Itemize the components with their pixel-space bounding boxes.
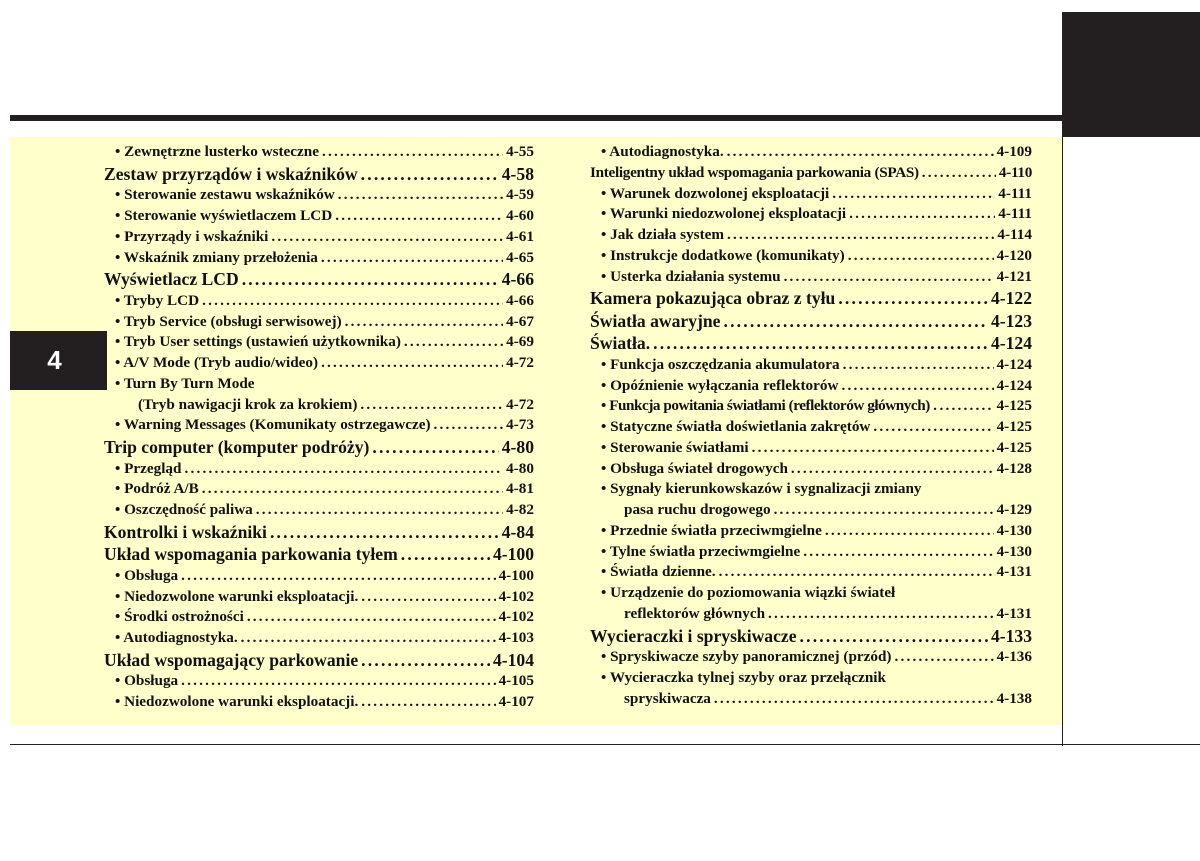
toc-entry-continued[interactable]: • Wycieraczka tylnej szyby oraz przełącznik	[601, 668, 886, 686]
dot-leader	[768, 604, 994, 625]
entry-page-number: 4-104	[492, 649, 534, 670]
toc-subentry[interactable]	[104, 692, 534, 713]
entry-title: Światła awaryjne	[590, 310, 721, 331]
toc-subentry[interactable]	[104, 142, 534, 163]
entry-page-number: 4-67	[506, 312, 534, 330]
toc-section-entry[interactable]	[104, 649, 534, 672]
entry-page-number: 4-138	[996, 689, 1032, 707]
toc-column-left	[104, 142, 534, 713]
dot-leader	[202, 479, 503, 500]
entry-page-number: 4-72	[506, 395, 534, 413]
entry-page-number: 4-80	[501, 437, 534, 457]
toc-subentry[interactable]	[590, 142, 1032, 163]
entry-title: • Funkcja powitania światłami (reflektorów głównych) .	[601, 397, 937, 415]
dot-leader	[838, 287, 988, 310]
entry-title: • Obsługa	[115, 566, 179, 584]
toc-section-entry[interactable]	[104, 268, 534, 291]
entry-title: • Środki ostrożności	[115, 608, 244, 626]
toc-subentry[interactable]	[590, 355, 1032, 376]
entry-title: • Niedozwolone warunki eksploatacji.	[115, 587, 359, 605]
entry-title: spryskiwacza	[624, 689, 711, 707]
toc-subentry[interactable]	[590, 184, 1032, 205]
entry-title: • Usterka działania systemu	[601, 267, 781, 285]
bottom-rule	[10, 744, 1200, 745]
entry-page-number: 4-59	[506, 186, 534, 204]
toc-subentry[interactable]	[590, 246, 1032, 267]
entry-title: • Niedozwolone warunki eksploatacji.	[115, 693, 359, 710]
entry-title: • Wskaźnik zmiany przełożenia	[115, 248, 318, 266]
toc-subentry[interactable]	[104, 291, 534, 312]
entry-title: • Opóźnienie wyłączania reflektorów	[601, 376, 839, 394]
entry-title: • Sterowanie wyświetlaczem LCD	[115, 207, 333, 224]
entry-title: • Oszczędność paliwa	[115, 501, 253, 518]
entry-title: • Autodiagnostyka.	[601, 143, 724, 160]
toc-subentry[interactable]	[590, 225, 1032, 246]
entry-title: Wyświetlacz LCD	[104, 269, 239, 290]
entry-page-number: 4-129	[996, 501, 1032, 518]
toc-column-right	[590, 142, 1032, 709]
toc-subentry[interactable]	[104, 415, 534, 436]
toc-subentry[interactable]	[590, 438, 1032, 459]
entry-page-number: 4-58	[501, 163, 534, 184]
entry-page-number: 4-124	[996, 355, 1032, 373]
dot-leader	[784, 267, 994, 288]
entry-page-number: 4-124	[990, 333, 1032, 354]
entry-title: Inteligentny układ wspomagania parkowania (SPAS)	[590, 163, 919, 181]
dot-leader	[321, 248, 503, 269]
toc-subentry[interactable]	[590, 396, 1032, 417]
toc-subentry[interactable]	[104, 566, 534, 587]
entry-page-number: 4-102	[498, 608, 534, 626]
toc-subentry[interactable]	[590, 500, 1032, 521]
toc-subentry[interactable]	[104, 500, 534, 521]
entry-title: • Przednie światła przeciwmgielne	[601, 521, 822, 539]
toc-subentry[interactable]	[104, 587, 534, 608]
entry-page-number: 4-66	[506, 291, 534, 309]
entry-page-number: 4-80	[506, 459, 534, 477]
entry-page-number: 4-100	[492, 544, 534, 565]
entry-title: • Tryby LCD	[115, 291, 200, 309]
entry-title: • A/V Mode (Tryb audio/wideo)	[115, 354, 319, 371]
entry-title: • Obsługa świateł drogowych	[601, 459, 788, 477]
entry-page-number: 4-72	[506, 354, 534, 371]
entry-page-number: 4-66	[501, 269, 534, 290]
dot-leader	[719, 562, 994, 583]
dot-leader	[361, 163, 499, 186]
toc-subentry[interactable]	[104, 248, 534, 269]
entry-title: • Autodiagnostyka.	[115, 629, 238, 646]
toc-section-entry[interactable]	[104, 163, 534, 186]
toc-section-entry[interactable]	[104, 436, 534, 459]
dot-leader	[361, 587, 495, 608]
entry-page-number: 4-100	[498, 566, 534, 584]
entry-page-number: 4-102	[498, 587, 534, 605]
toc-entry-continued[interactable]: • Sygnały kierunkowskazów i sygnalizacji zmiany	[601, 480, 922, 498]
entry-page-number: 4-73	[506, 416, 534, 434]
toc-subentry[interactable]	[590, 647, 1032, 668]
dot-leader	[873, 417, 993, 438]
entry-title: • Spryskiwacze szyby panoramicznej (przód)	[601, 648, 892, 665]
entry-title: • Tylne światła przeciwmgielne	[601, 542, 801, 560]
dot-leader	[338, 185, 503, 206]
toc-section-entry[interactable]	[590, 310, 1032, 333]
entry-title: • Instrukcje dodatkowe (komunikaty)	[601, 246, 845, 264]
dot-leader	[922, 163, 996, 184]
top-rule	[10, 115, 1200, 121]
dot-leader	[361, 649, 490, 672]
chapter-number: 4	[47, 345, 62, 375]
entry-title: Zestaw przyrządów i wskaźników	[104, 163, 358, 184]
toc-subentry[interactable]	[104, 607, 534, 628]
entry-title: • Funkcja oszczędzania akumulatora	[601, 355, 840, 373]
entry-title: Układ wspomagania parkowania tyłem	[104, 544, 398, 565]
dot-leader	[752, 438, 994, 459]
entry-title: Trip computer (komputer podróży)	[104, 437, 370, 457]
entry-page-number: 4-103	[498, 629, 534, 646]
side-rule	[1062, 137, 1063, 746]
entry-page-number: 4-130	[996, 521, 1032, 539]
entry-page-number: 4-125	[996, 418, 1032, 435]
toc-subentry[interactable]	[104, 185, 534, 206]
dot-leader	[848, 246, 994, 267]
toc-subentry[interactable]	[104, 227, 534, 248]
dot-leader	[361, 692, 495, 713]
entry-title: Kamera pokazująca obraz z tyłu	[590, 288, 836, 309]
dot-leader	[727, 225, 994, 246]
dot-leader	[791, 459, 994, 480]
dot-leader	[404, 332, 503, 353]
entry-page-number: 4-81	[506, 480, 534, 498]
toc-subentry[interactable]	[104, 671, 534, 692]
entry-title: • Tryb User settings (ustawień użytkownika)	[115, 333, 401, 351]
dot-leader	[271, 227, 503, 248]
chapter-tab[interactable]	[10, 331, 107, 390]
entry-page-number: 4-120	[996, 246, 1032, 264]
entry-title: • Przyrządy i wskaźniki	[115, 227, 269, 245]
entry-title: Światła.	[590, 333, 651, 354]
entry-page-number: 4-122	[990, 288, 1032, 309]
toc-subentry[interactable]	[104, 206, 534, 227]
entry-title: Kontrolki i wskaźniki	[104, 521, 267, 542]
entry-title: • Sterowanie światłami	[601, 438, 749, 456]
entry-title: Wycieraczki i spryskiwacze	[590, 625, 797, 646]
dot-leader	[184, 459, 503, 480]
toc-entry-continued[interactable]: • Turn By Turn Mode	[115, 374, 255, 392]
toc-subentry[interactable]	[590, 562, 1032, 583]
dot-leader	[653, 332, 988, 355]
toc-subentry[interactable]	[104, 332, 534, 353]
toc-subentry[interactable]	[590, 604, 1032, 625]
dot-leader	[270, 521, 499, 544]
dot-leader	[940, 396, 994, 417]
dot-leader	[894, 647, 993, 668]
toc-subentry[interactable]	[104, 628, 534, 649]
dot-leader	[321, 353, 503, 374]
entry-page-number: 4-105	[498, 672, 534, 690]
dot-leader	[247, 607, 496, 628]
entry-title: reflektorów głównych	[624, 604, 766, 622]
dot-leader	[832, 184, 995, 205]
dot-leader	[345, 312, 504, 333]
entry-page-number: 4-60	[506, 207, 534, 224]
dot-leader	[372, 436, 498, 459]
dot-leader	[723, 310, 987, 333]
entry-title: • Jak działa system	[601, 226, 725, 243]
entry-page-number: 4-69	[506, 333, 534, 351]
entry-title: • Warning Messages (Komunikaty ostrzegawcze)	[115, 416, 431, 434]
entry-page-number: 4-111	[998, 205, 1032, 223]
entry-page-number: 4-125	[996, 397, 1032, 415]
entry-title: pasa ruchu drogowego	[624, 501, 771, 518]
entry-page-number: 4-128	[996, 459, 1032, 477]
toc-subentry[interactable]	[590, 459, 1032, 480]
dot-leader	[727, 142, 994, 163]
entry-page-number: 4-125	[996, 438, 1032, 456]
entry-page-number: 4-131	[996, 604, 1032, 622]
toc-subentry[interactable]	[590, 204, 1032, 225]
dot-leader	[202, 291, 503, 312]
entry-title: Układ wspomagający parkowanie	[104, 649, 359, 670]
entry-page-number: 4-136	[996, 648, 1032, 665]
entry-page-number: 4-82	[506, 501, 534, 518]
entry-page-number: 4-131	[996, 563, 1032, 581]
toc-subentry[interactable]	[104, 395, 534, 416]
toc-entry-continued[interactable]: • Urządzenie do poziomowania wiązki świateł	[601, 584, 896, 601]
entry-page-number: 4-55	[506, 143, 534, 160]
dot-leader	[401, 543, 490, 566]
entry-title: • Statyczne światła doświetlania zakrętów	[601, 418, 871, 435]
toc-subentry[interactable]	[590, 521, 1032, 542]
toc-subentry[interactable]	[590, 689, 1032, 710]
toc-subentry[interactable]	[104, 459, 534, 480]
dot-leader	[335, 206, 503, 227]
dot-leader	[434, 415, 504, 436]
entry-title: • Światła dzienne.	[601, 563, 716, 581]
dot-leader	[825, 521, 994, 542]
toc-subentry[interactable]	[590, 542, 1032, 563]
entry-page-number: 4-130	[996, 542, 1032, 560]
entry-page-number: 4-124	[996, 376, 1032, 394]
entry-page-number: 4-121	[996, 267, 1032, 285]
toc-subentry[interactable]	[590, 267, 1032, 288]
entry-page-number: 4-65	[506, 248, 534, 266]
entry-page-number: 4-107	[498, 693, 534, 710]
dot-leader	[849, 204, 995, 225]
dot-leader	[841, 376, 993, 397]
entry-page-number: 4-133	[990, 625, 1032, 646]
dot-leader	[360, 395, 503, 416]
toc-subentry[interactable]	[104, 353, 534, 374]
toc-section-entry[interactable]	[104, 521, 534, 544]
dot-leader	[241, 628, 496, 649]
entry-title: • Przegląd	[115, 459, 182, 477]
side-margin	[1064, 137, 1200, 746]
dot-leader	[774, 500, 994, 521]
toc-subentry[interactable]	[104, 479, 534, 500]
toc-section-entry[interactable]	[590, 163, 1032, 184]
entry-page-number: 4-109	[996, 143, 1032, 160]
toc-section-entry[interactable]	[590, 287, 1032, 310]
entry-title: • Sterowanie zestawu wskaźników	[115, 186, 335, 204]
dot-leader	[181, 566, 495, 587]
dot-leader	[800, 625, 988, 648]
dot-leader	[322, 142, 503, 163]
entry-title: • Tryb Service (obsługi serwisowej)	[115, 312, 342, 330]
dot-leader	[843, 355, 994, 376]
entry-page-number: 4-123	[990, 310, 1032, 331]
toc-subentry[interactable]	[590, 376, 1032, 397]
entry-page-number: 4-110	[998, 163, 1032, 181]
dot-leader	[242, 268, 499, 291]
dot-leader	[714, 689, 994, 710]
entry-page-number: 4-84	[501, 521, 534, 542]
entry-title: • Obsługa	[115, 672, 179, 690]
dot-leader	[256, 500, 503, 521]
entry-page-number: 4-111	[998, 184, 1032, 202]
entry-title: • Warunek dozwolonej eksploatacji	[601, 184, 830, 202]
entry-title: (Tryb nawigacji krok za krokiem)	[138, 395, 358, 413]
toc-subentry[interactable]	[590, 417, 1032, 438]
entry-title: • Podróż A/B	[115, 480, 199, 498]
toc-section-entry[interactable]	[590, 332, 1032, 355]
entry-title: • Warunki niedozwolonej eksploatacji	[601, 205, 847, 223]
toc-section-entry[interactable]	[590, 625, 1032, 648]
entry-page-number: 4-114	[997, 226, 1032, 243]
dot-leader	[803, 542, 993, 563]
entry-page-number: 4-61	[506, 227, 534, 245]
toc-section-entry[interactable]	[104, 543, 534, 566]
toc-subentry[interactable]	[104, 312, 534, 333]
entry-title: • Zewnętrzne lusterko wsteczne	[115, 143, 319, 160]
dot-leader	[181, 671, 495, 692]
